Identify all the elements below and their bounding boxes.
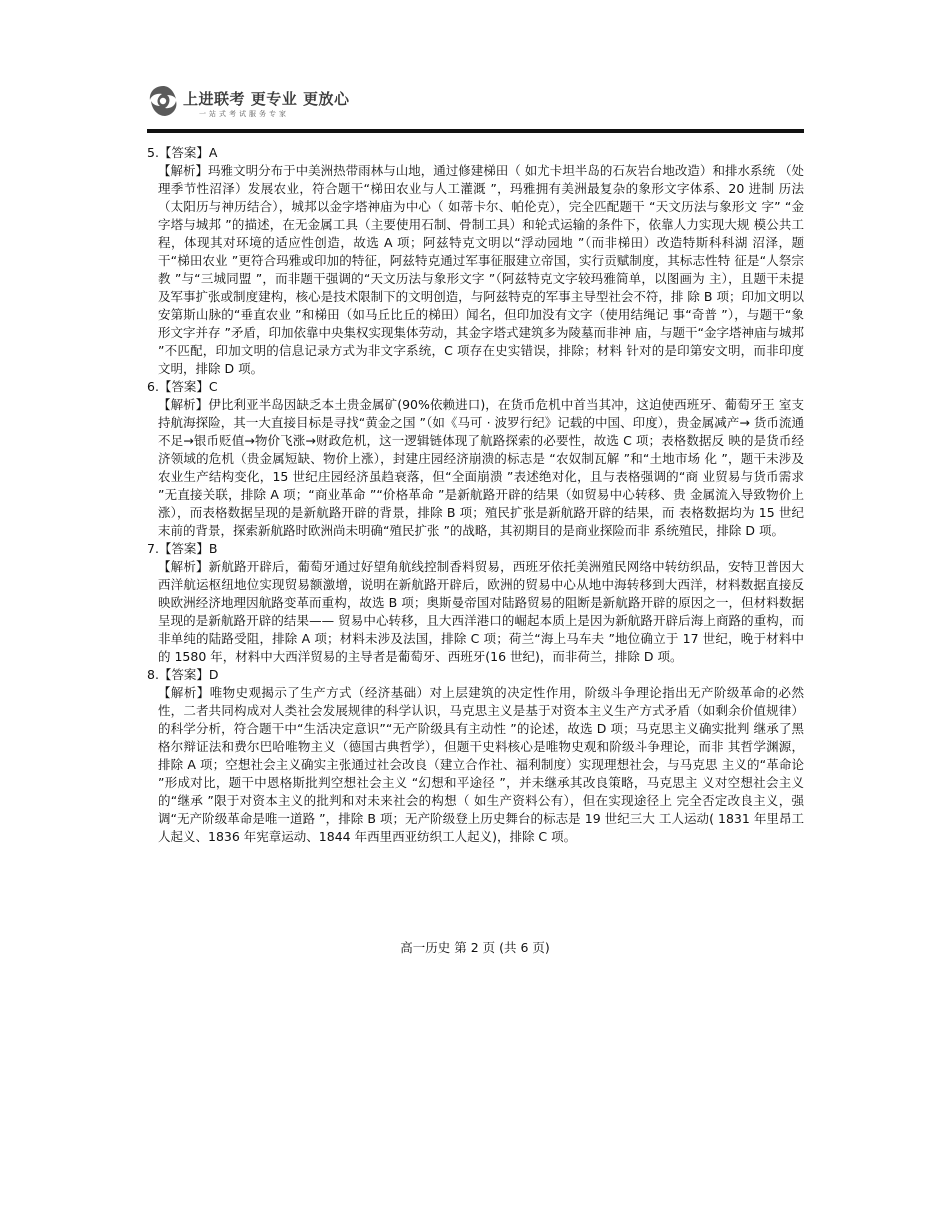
answer-5-analysis: 【解析】玛雅文明分布于中美洲热带雨林与山地，通过修建梯田（ 如尤卡坦半岛的石灰岩台地改造）和排水系统 （处理季节性沼泽）发展农业，符合题干“梯田农业与人工灌溉 ”，玛雅拥有美洲最复杂的象形文字体系、20 进制 历法（太阳历与神历结合），城邦以金字塔神庙为中心（ 如蒂卡尔、帕伦克），完全匹配题干 “天文历法与象形文 字” “金字塔与城邦 ”的描述，在无金属工具（主要使用石制、骨制工具）和轮式运输的条件下，依靠人力实现大规 模公共工程，体现其对环境的适应性创造，故选 A 项；阿兹特克文明以“浮动园地 ”（而非梯田）改造特斯科科湖 沼泽，题干“梯田农业 ”更符合玛雅或印加的特征，阿兹特克通过军事征服建立帝国，实行贡赋制度，其标志性特 征是“人祭宗教 ”与“三城同盟 ”，而非题干强调的“天文历法与象形文字 ”（阿兹特克文字较玛雅简单，以图画为 主），且题干未提及军事扩张或制度建构，核心是技术限制下的文明创造，与阿兹特克的军事主导型社会不符，排 除 B 项；印加文明以安第斯山脉的“垂直农业 ”和梯田（如马丘比丘的梯田）闻名，但印加没有文字（使用结绳记 事“奇普 ”），与题干“象形文字并存 ”矛盾，印加依靠中央集权实现集体劳动，其金字塔式建筑多为陵墓而非神 庙，与题干“金字塔神庙与城邦 ”不匹配，印加文明的信息记录方式为非文字系统，C 项存在史实错误，排除；材料 针对的是印第安文明，而非印度文明，排除 D 项。 bbox=[158, 163, 804, 376]
brand-tagline: 一站式考试服务专家 bbox=[199, 110, 289, 118]
answer-7-heading: 7.【答案】B bbox=[147, 541, 218, 556]
answer-6-heading: 6.【答案】C bbox=[147, 379, 218, 394]
answer-8-heading: 8.【答案】D bbox=[147, 667, 219, 682]
answer-content bbox=[147, 144, 804, 846]
page-footer: 高一历史 第 2 页 (共 6 页) bbox=[400, 940, 550, 955]
header-divider bbox=[147, 129, 804, 133]
answer-6-analysis: 【解析】伊比利亚半岛因缺乏本土贵金属矿(90%依赖进口)，在货币危机中首当其冲，这迫使西班牙、葡萄牙王 室支持航海探险，其一大直接目标是寻找“黄金之国 ”（如《马可 · 波罗行纪》记载的中国、印度），贵金属减产→ 货币流通不足→银币贬值→物价飞涨→财政危机，这一逻辑链体现了航路探索的必要性，故选 C 项；表格数据反 映的是货币经济领域的危机（贵金属短缺、物价上涨），封建庄园经济崩溃的标志是 “农奴制瓦解 ”和“土地市场 化 ”，题干未涉及农业生产结构变化，15 世纪庄园经济虽趋衰落，但“全面崩溃 ”表述绝对化，且与表格强调的“商 业贸易与货币需求 ”无直接关联，排除 A 项；“商业革命 ”“价格革命 ”是新航路开辟的结果（如贸易中心转移、贵 金属流入导致物价上涨），而表格数据呈现的是新航路开辟的背景，排除 B 项；殖民扩张是新航路开辟的结果，而 表格数据均为 15 世纪末前的背景，探索新航路时欧洲尚未明确“殖民扩张 ”的战略，其初期目的是商业探险而非 系统殖民，排除 D 项。 bbox=[158, 397, 804, 538]
answer-8-analysis: 【解析】唯物史观揭示了生产方式（经济基础）对上层建筑的决定性作用，阶级斗争理论指出无产阶级革命的必然性，二者共同构成对人类社会发展规律的科学认识，马克思主义是基于对资本主义生产方式矛盾（如剩余价值规律）的科学分析，符合题干中“生活决定意识”“无产阶级具有主动性 ”的论述，故选 D 项；马克思主义确实批判 继承了黑格尔辩证法和费尔巴哈唯物主义（德国古典哲学），但题干史料核心是唯物史观和阶级斗争理论，而非 其哲学渊源，排除 A 项；空想社会主义确实主张通过社会改良（建立合作社、福利制度）实现理想社会，与马克思 主义的“革命论 ”形成对比，题干中恩格斯批判空想社会主义 “幻想和平途径 ”，并未继承其改良策略，马克思主 义对空想社会主义的“继承 ”限于对资本主义的批判和对未来社会的构想（ 如生产资料公有），但在实现途径上 完全否定改良主义，强调“无产阶级革命是唯一道路 ”，排除 B 项；无产阶级登上历史舞台的标志是 19 世纪三大 工人运动( 1831 年里昂工人起义、1836 年宪章运动、1844 年西里西亚纺织工人起义)，排除 C 项。 bbox=[158, 685, 804, 844]
logo-icon bbox=[147, 84, 179, 118]
brand-slogan: 上进联考 更专业 更放心 bbox=[183, 90, 350, 108]
answer-7-analysis: 【解析】新航路开辟后，葡萄牙通过好望角航线控制香料贸易，西班牙依托美洲殖民网络中转纺织品，安特卫普因大西洋航运枢纽地位实现贸易额激增，说明在新航路开辟后，欧洲的贸易中心从地中海转移到大西洋，材料数据直接反映欧洲经济地理因航路变革而重构，故选 B 项；奥斯曼帝国对陆路贸易的阻断是新航路开辟的原因之一，但材料数据呈现的是新航路开辟的结果—— 贸易中心转移，且大西洋港口的崛起本质上是因为新航路开辟后海上商路的重构，而非单纯的陆路受阻，排除 A 项；材料未涉及法国，排除 C 项；荷兰“海上马车夫 ”地位确立于 17 世纪，晚于材料中的 1580 年，材料中大西洋贸易的主导者是葡萄牙、西班牙(16 世纪)，而非荷兰，排除 D 项。 bbox=[158, 559, 804, 664]
answer-5-heading: 5.【答案】A bbox=[147, 145, 218, 160]
